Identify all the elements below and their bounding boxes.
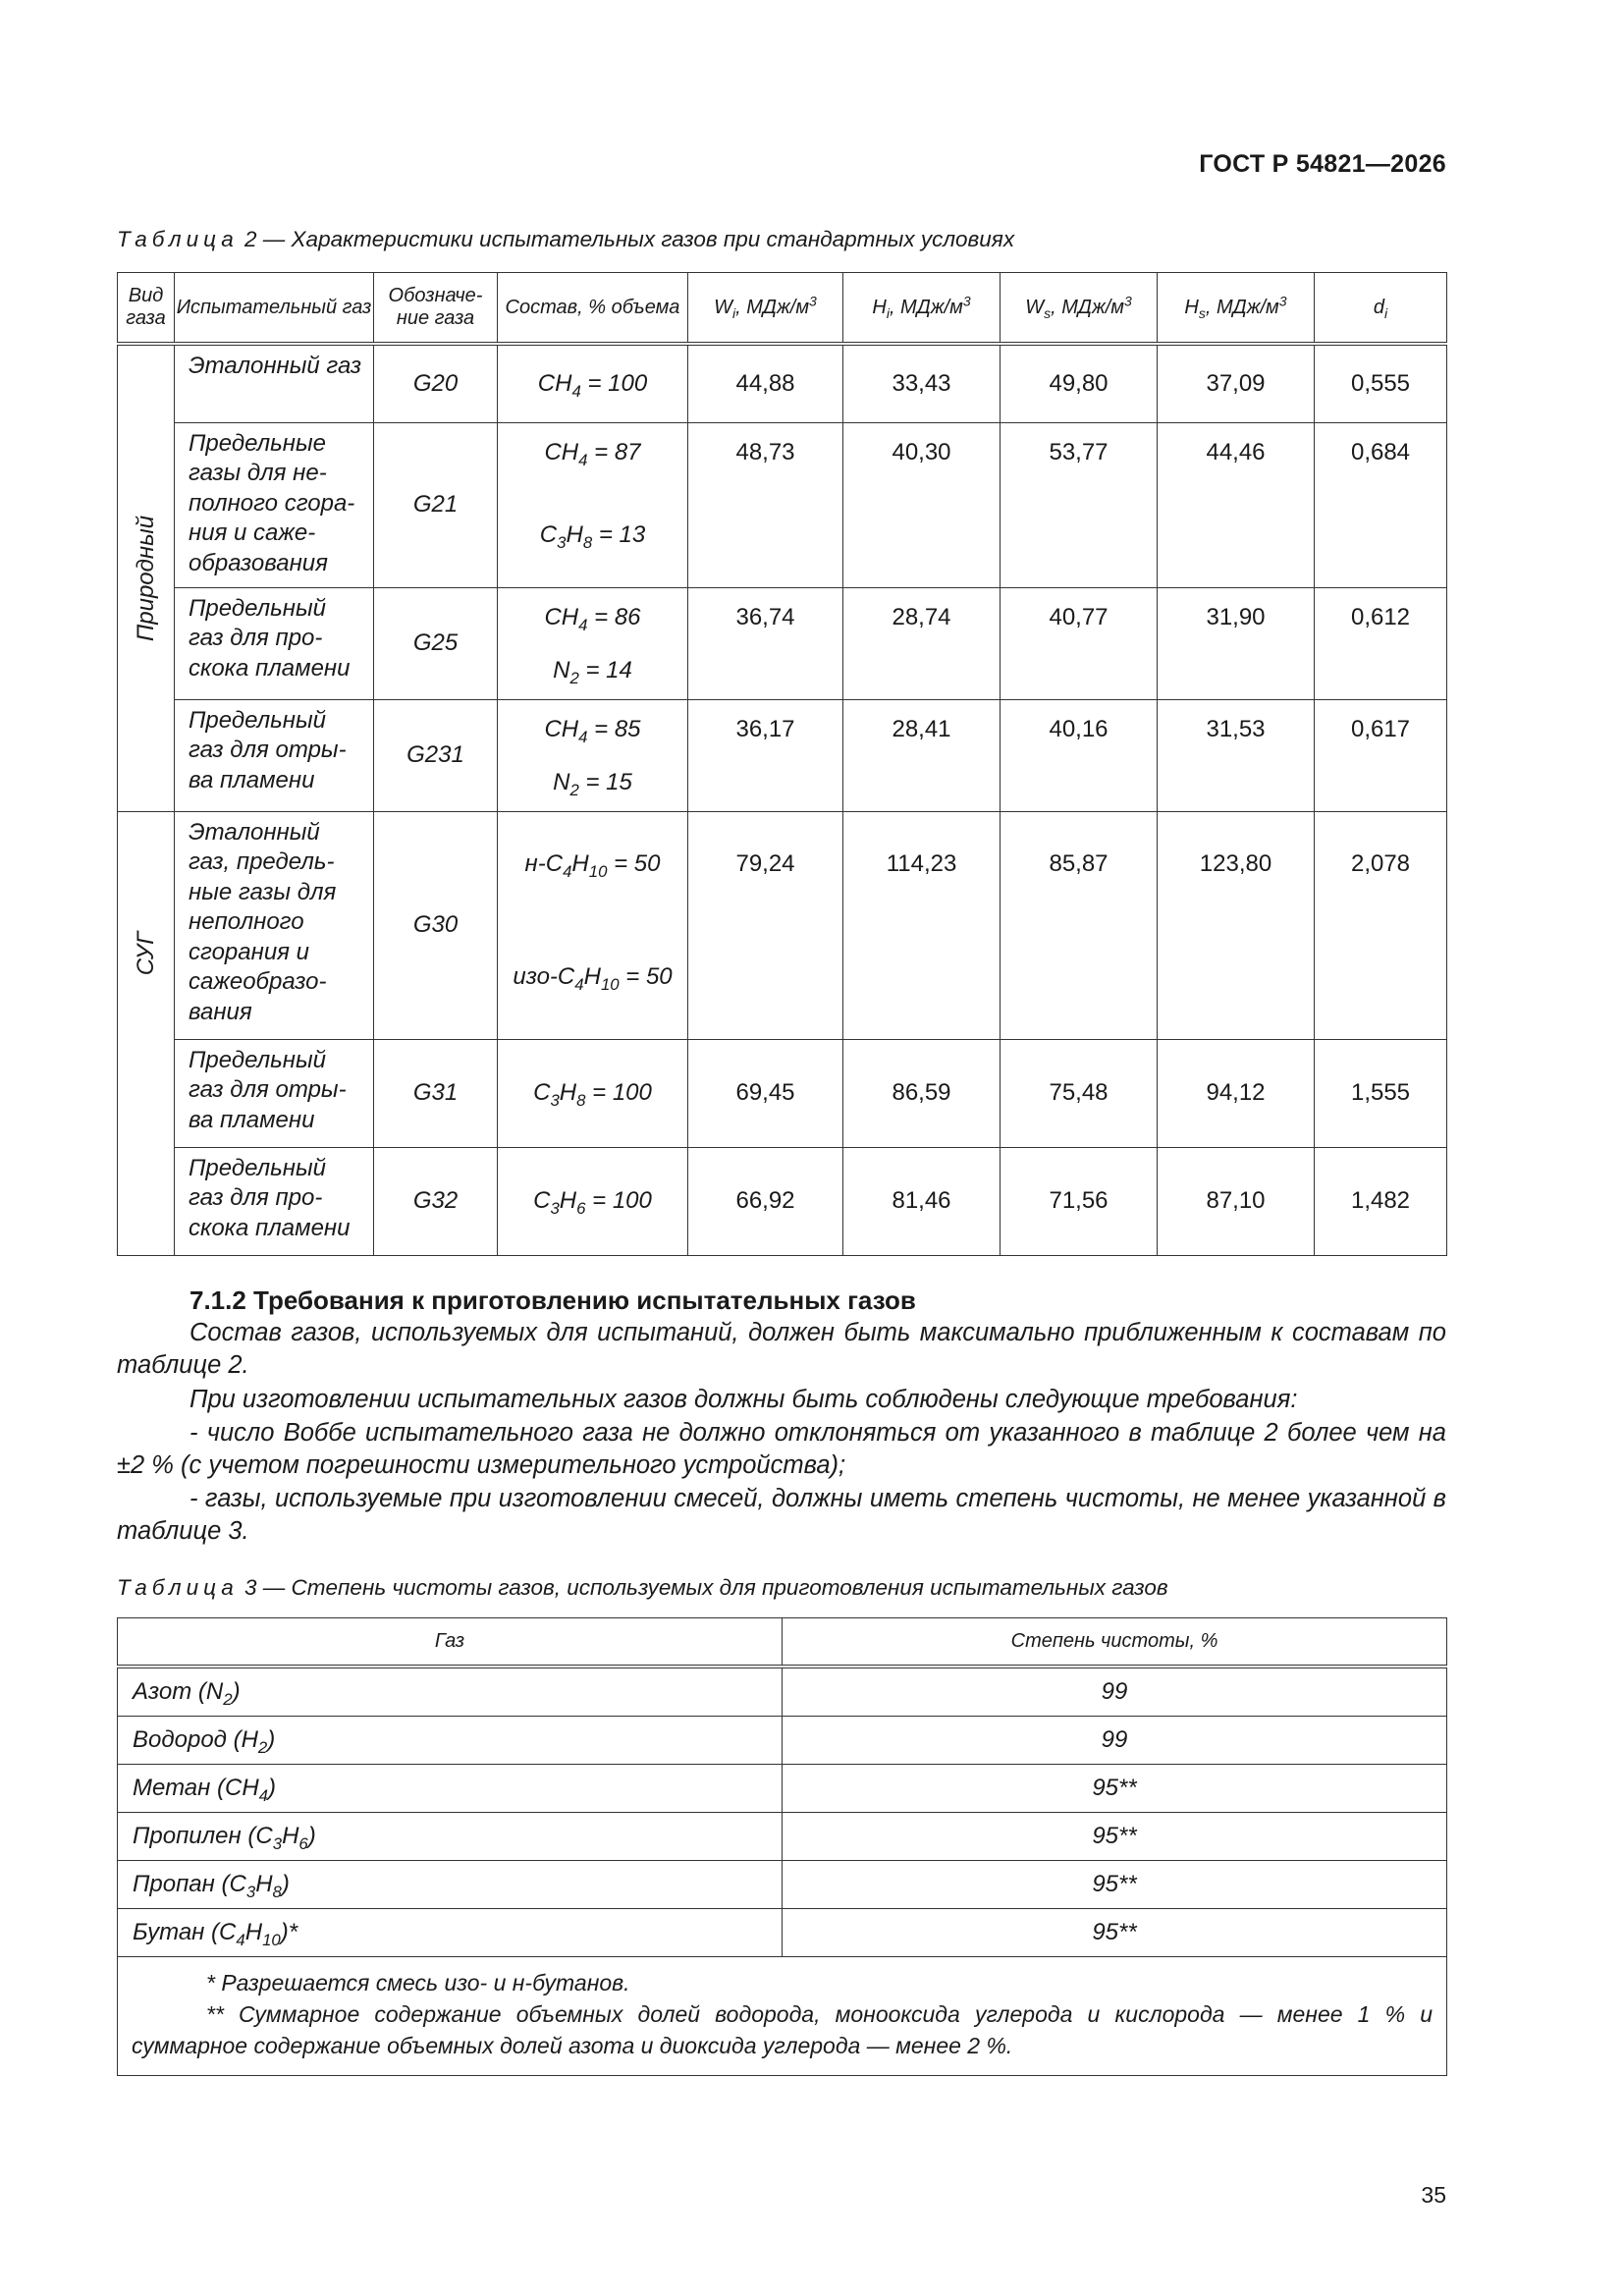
paragraph: - число Воббе испытательного газа не должно отклоняться от указанного в таблице 2 более чем на ±2 % (с учетом погрешности измерительного устройства); [117,1419,1446,1479]
hi-value: 86,59 [843,1039,1001,1147]
table-row [118,1147,1447,1255]
paragraph: - газы, используемые при изготовлении смесей, должны иметь степень чистоты, не менее указанной в таблице 3. [117,1485,1446,1545]
header-di: $d_i$ [1315,273,1447,345]
gas-code: G30 [374,811,498,1039]
hs-value: 123,80 [1158,811,1315,1039]
gas-code: G231 [374,699,498,811]
di-value: 0,617 [1315,699,1447,811]
hs-value: 94,12 [1158,1039,1315,1147]
header-designation: Обозначе-ние газа [374,273,498,345]
purity-value: 99 [783,1717,1447,1765]
ws-value: 40,77 [1001,587,1158,699]
di-value: 1,482 [1315,1147,1447,1255]
ws-value: 71,56 [1001,1147,1158,1255]
paragraph: Состав газов, используемых для испытаний, должен быть максимально приближенным к составам по таблице 2. [117,1319,1446,1379]
page-number: 35 [1421,2182,1446,2208]
table-row [118,587,1447,699]
gas-code: G20 [374,344,498,422]
section-title: 7.1.2 Требования к приготовлению испытательных газов [189,1285,916,1315]
table2-header-row [118,273,1447,345]
table-row [118,1667,1447,1717]
gas-composition: $CH_4 = 85$ $N_2 = 15$ [498,699,688,811]
purity-value: 95** [783,1909,1447,1957]
header-composition: Состав, % объема [498,273,688,345]
wi-value: 69,45 [688,1039,843,1147]
table2-caption [117,227,1014,252]
wi-value: 36,74 [688,587,843,699]
header-gas: Газ [118,1618,783,1667]
ws-value: 85,87 [1001,811,1158,1039]
header-purity: Степень чистоты, % [783,1618,1447,1667]
header-ws: $W_s$, МДж/$м^3$ [1001,273,1158,345]
gas-name: Азот $(N_2)$ [118,1667,783,1717]
gas-composition: $CH_4 = 100$ [498,344,688,422]
test-gas-name: Предельный газ для отры-ва пламени [175,699,374,811]
gas-name: Пропан $(C_3H_8)$ [118,1861,783,1909]
group-natural: Природный [118,344,175,811]
gas-composition: $н-C_4H_{10} = 50$ изо-$C_4H_{10} = 50$ [498,811,688,1039]
footnote-2: ** Суммарное содержание объемных долей водорода, монооксида углерода и кислорода — менее 1 % и суммарное содержание объемных долей азота и диоксида углерода — менее 2 %. [132,2001,1433,2058]
gas-composition: $C_3H_6 = 100$ [498,1147,688,1255]
gas-code: G25 [374,587,498,699]
table3-header-row [118,1618,1447,1667]
hs-value: 44,46 [1158,422,1315,587]
hs-value: 31,90 [1158,587,1315,699]
hi-value: 40,30 [843,422,1001,587]
test-gas-name: Эталонный газ [175,344,374,422]
table3-caption-label: Таблица [117,1575,239,1600]
test-gas-name: Предельный газ для про-скока пламени [175,1147,374,1255]
header-wi: $W_i$, МДж/$м^3$ [688,273,843,345]
hi-value: 28,41 [843,699,1001,811]
hs-value: 31,53 [1158,699,1315,811]
gas-purity-table [117,1617,1447,2076]
gas-name: Пропилен $(C_3H_6)$ [118,1813,783,1861]
di-value: 0,684 [1315,422,1447,587]
group-lpg: СУГ [118,811,175,1255]
header-gas-type: Вид газа [118,273,175,345]
test-gas-name: Предельные газы для не-полного сгора-ния и саже-образования [175,422,374,587]
hi-value: 28,74 [843,587,1001,699]
gas-composition: $CH_4 = 87$ $C_3H_8 = 13$ [498,422,688,587]
hi-value: 33,43 [843,344,1001,422]
table-row [118,422,1447,587]
table-row [118,1813,1447,1861]
footnote-1: * Разрешается смесь изо- и н-бутанов. [206,1970,630,1995]
wi-value: 48,73 [688,422,843,587]
table3-caption [117,1575,1168,1601]
wi-value: 79,24 [688,811,843,1039]
di-value: 2,078 [1315,811,1447,1039]
gas-composition: $CH_4 = 86$ $N_2 = 14$ [498,587,688,699]
test-gas-name: Эталонный газ, предель-ные газы для неполного сгорания и сажеобразо-вания [175,811,374,1039]
header-hi: $H_i$, МДж/$м^3$ [843,273,1001,345]
test-gas-name: Предельный газ для отры-ва пламени [175,1039,374,1147]
hi-value: 114,23 [843,811,1001,1039]
header-test-gas: Испытательный газ [175,273,374,345]
purity-value: 95** [783,1765,1447,1813]
ws-value: 75,48 [1001,1039,1158,1147]
gas-composition: $C_3H_8 = 100$ [498,1039,688,1147]
gas-name: Водород $(H_2)$ [118,1717,783,1765]
ws-value: 53,77 [1001,422,1158,587]
table-row [118,1039,1447,1147]
wi-value: 36,17 [688,699,843,811]
hs-value: 87,10 [1158,1147,1315,1255]
table2-caption-label: Таблица [117,227,239,251]
table-notes [118,1957,1447,2076]
di-value: 1,555 [1315,1039,1447,1147]
hi-value: 81,46 [843,1147,1001,1255]
gas-name: Бутан $(C_4H_{10})*$ [118,1909,783,1957]
di-value: 0,555 [1315,344,1447,422]
table-row [118,811,1447,1039]
table-row [118,1909,1447,1957]
gas-code: G31 [374,1039,498,1147]
test-gas-name: Предельный газ для про-скока пламени [175,587,374,699]
wi-value: 44,88 [688,344,843,422]
paragraph: При изготовлении испытательных газов должны быть соблюдены следующие требования: [189,1386,1298,1413]
ws-value: 49,80 [1001,344,1158,422]
standard-number: ГОСТ Р 54821—2026 [1199,150,1446,178]
wi-value: 66,92 [688,1147,843,1255]
table-row [118,1765,1447,1813]
di-value: 0,612 [1315,587,1447,699]
hs-value: 37,09 [1158,344,1315,422]
gas-code: G32 [374,1147,498,1255]
purity-value: 99 [783,1667,1447,1717]
table3-caption-text: 3 — Степень чистоты газов, используемых для приготовления испытательных газов [244,1575,1168,1600]
purity-value: 95** [783,1813,1447,1861]
table-row [118,699,1447,811]
ws-value: 40,16 [1001,699,1158,811]
table-row [118,344,1447,422]
header-hs: $H_s$, МДж/$м^3$ [1158,273,1315,345]
table-notes-row [118,1957,1447,2076]
gas-name: Метан $(CH_4)$ [118,1765,783,1813]
gas-characteristics-table [117,272,1447,1256]
purity-value: 95** [783,1861,1447,1909]
table2-caption-text: 2 — Характеристики испытательных газов при стандартных условиях [244,227,1015,251]
table-row [118,1861,1447,1909]
gas-code: G21 [374,422,498,587]
table-row [118,1717,1447,1765]
